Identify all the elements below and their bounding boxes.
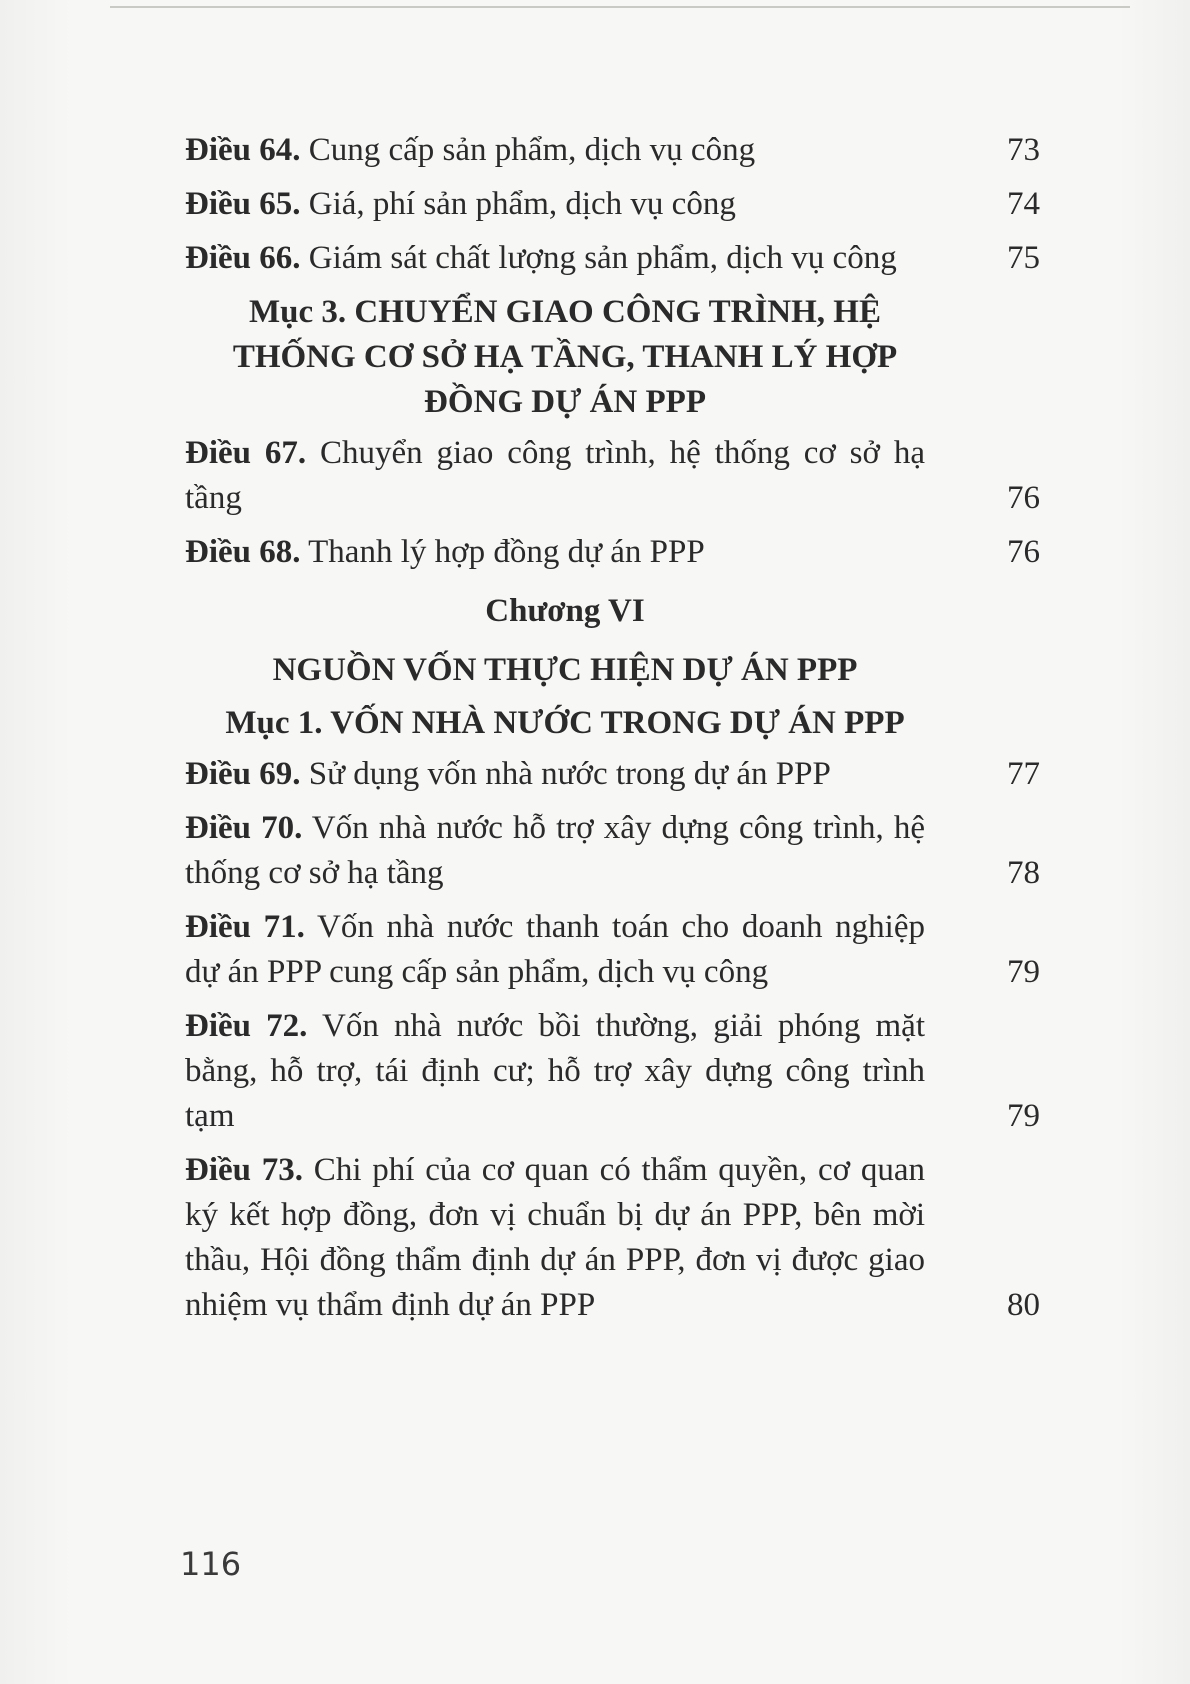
article-label: Điều 71.	[185, 909, 305, 945]
article-title: Vốn nhà nước hỗ trợ xây dựng công trình, hệ thống cơ sở hạ tầng	[185, 810, 925, 891]
toc-page-number: 76	[1007, 480, 1040, 516]
toc-entry	[185, 1148, 1040, 1328]
article-title: Giám sát chất lượng sản phẩm, dịch vụ công	[300, 240, 897, 276]
article-title: Thanh lý hợp đồng dự án PPP	[300, 534, 705, 570]
toc-entry-text	[185, 530, 925, 575]
toc-entry	[185, 236, 1040, 281]
toc-entry	[185, 1004, 1040, 1139]
toc-entry	[185, 128, 1040, 173]
toc-entry	[185, 905, 1040, 995]
toc-page-number: 74	[1007, 186, 1040, 222]
toc-entry-text	[185, 806, 925, 896]
top-edge-line	[110, 6, 1130, 8]
toc-entry	[185, 431, 1040, 521]
toc-entry-text	[185, 905, 925, 995]
toc-entry-text	[185, 431, 925, 521]
toc-page-number: 75	[1007, 240, 1040, 276]
toc-entry	[185, 752, 1040, 797]
article-title: Vốn nhà nước bồi thường, giải phóng mặt bằng, hỗ trợ, tái định cư; hỗ trợ xây dựng công trình tạm	[185, 1008, 925, 1134]
section-heading: Mục 3. CHUYỂN GIAO CÔNG TRÌNH, HỆ THỐNG CƠ SỞ HẠ TẦNG, THANH LÝ HỢP ĐỒNG DỰ ÁN PPP	[232, 294, 898, 420]
article-title: Chi phí của cơ quan có thẩm quyền, cơ quan ký kết hợp đồng, đơn vị chuẩn bị dự án PPP, bên mời thầu, Hội đồng thẩm định dự án PPP, đơn vị được giao nhiệm vụ thẩm định dự án PPP	[185, 1152, 925, 1323]
toc-page-number: 80	[1007, 1287, 1040, 1323]
toc-entry-text	[185, 182, 925, 227]
toc-page-number: 78	[1007, 855, 1040, 891]
page-number: 116	[180, 1545, 242, 1583]
chapter-heading: Chương VI	[485, 593, 645, 629]
article-title: Giá, phí sản phẩm, dịch vụ công	[300, 186, 736, 222]
article-title: Cung cấp sản phẩm, dịch vụ công	[300, 132, 756, 168]
article-label: Điều 68.	[185, 534, 301, 570]
article-label: Điều 67.	[185, 435, 307, 471]
toc-entry-text	[185, 236, 925, 281]
article-title: Sử dụng vốn nhà nước trong dự án PPP	[300, 756, 831, 792]
toc-entry-text	[185, 1004, 925, 1139]
toc-entry	[185, 530, 1040, 575]
toc-entry	[185, 182, 1040, 227]
toc-page-number: 73	[1007, 132, 1040, 168]
toc-entry-text	[185, 752, 925, 797]
toc-page-number: 79	[1007, 1098, 1040, 1134]
section-heading: Mục 1. VỐN NHÀ NƯỚC TRONG DỰ ÁN PPP	[225, 705, 905, 741]
chapter-title: NGUỒN VỐN THỰC HIỆN DỰ ÁN PPP	[272, 652, 858, 688]
toc-entry	[185, 806, 1040, 896]
toc-entry-text	[185, 128, 925, 173]
article-label: Điều 73.	[185, 1152, 304, 1188]
toc-page-number: 79	[1007, 954, 1040, 990]
toc-page-number: 77	[1007, 756, 1040, 792]
article-label: Điều 72.	[185, 1008, 308, 1044]
article-label: Điều 64.	[185, 132, 301, 168]
article-label: Điều 70.	[185, 810, 303, 846]
article-label: Điều 66.	[185, 240, 301, 276]
article-title: Vốn nhà nước thanh toán cho doanh nghiệp dự án PPP cung cấp sản phẩm, dịch vụ công	[185, 909, 926, 990]
table-of-contents	[185, 128, 1040, 1337]
article-title: Chuyển giao công trình, hệ thống cơ sở hạ tầng	[185, 435, 925, 516]
toc-page-number: 76	[1007, 534, 1040, 570]
toc-entry-text	[185, 1148, 925, 1328]
article-label: Điều 65.	[185, 186, 301, 222]
article-label: Điều 69.	[185, 756, 301, 792]
